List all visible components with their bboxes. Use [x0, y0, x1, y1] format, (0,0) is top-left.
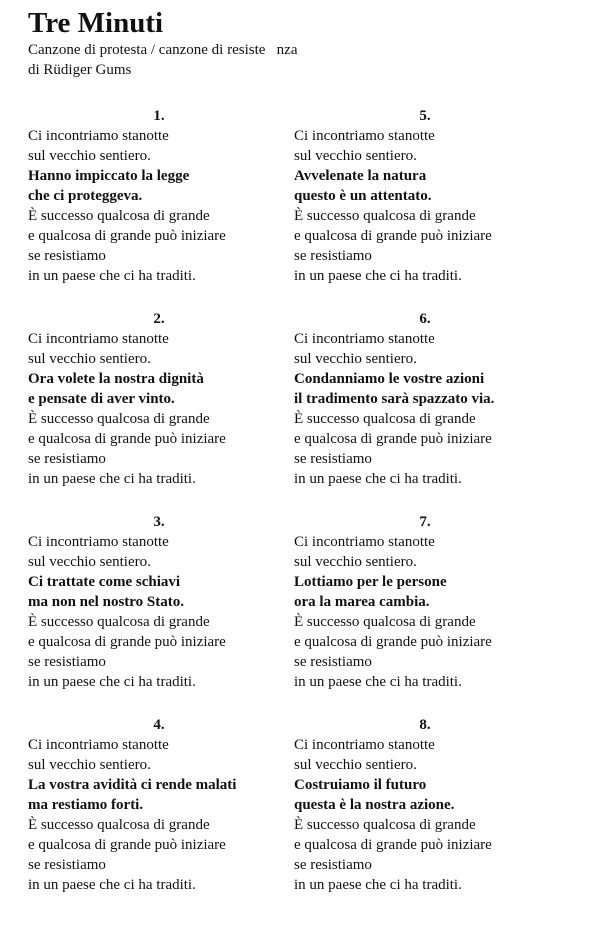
verse-line: Ci incontriamo stanotte [294, 331, 435, 347]
verse-line: Ci incontriamo stanotte [28, 331, 169, 347]
song-author: di Rüdiger Gums [28, 62, 132, 78]
stanza-column-left [28, 106, 298, 918]
stanza [294, 106, 564, 309]
chorus-line: È successo qualcosa di grande [294, 208, 476, 224]
verse-line: sul vecchio sentiero. [294, 148, 417, 164]
verse-line: Ci incontriamo stanotte [294, 128, 435, 144]
stanza [28, 512, 298, 715]
verse-line: Ci incontriamo stanotte [28, 534, 169, 550]
chorus-line: È successo qualcosa di grande [294, 614, 476, 630]
chorus-line: se resistiamo [28, 248, 106, 264]
chorus-line: se resistiamo [294, 857, 372, 873]
song-subtitle: Canzone di protesta / canzone di resiste nza [28, 42, 298, 58]
stanza-number: 4. [153, 717, 165, 733]
stanza-number: 3. [153, 514, 165, 530]
verse-line: sul vecchio sentiero. [28, 148, 151, 164]
verse-line-bold: questo è un attentato. [294, 188, 432, 204]
chorus-line: È successo qualcosa di grande [28, 208, 210, 224]
verse-line: Ci incontriamo stanotte [28, 128, 169, 144]
chorus-line: se resistiamo [28, 857, 106, 873]
stanza-number: 7. [419, 514, 431, 530]
chorus-line: in un paese che ci ha traditi. [28, 268, 196, 284]
verse-line: sul vecchio sentiero. [28, 757, 151, 773]
chorus-line: se resistiamo [294, 654, 372, 670]
chorus-line: e qualcosa di grande può iniziare [294, 634, 492, 650]
stanza-number: 1. [153, 108, 165, 124]
verse-line-bold: il tradimento sarà spazzato via. [294, 391, 495, 407]
chorus-line: se resistiamo [28, 654, 106, 670]
stanza-number: 6. [419, 311, 431, 327]
verse-line-bold: Ora volete la nostra dignità [28, 371, 204, 387]
chorus-line: e qualcosa di grande può iniziare [28, 634, 226, 650]
chorus-line: in un paese che ci ha traditi. [294, 674, 462, 690]
stanza-column-right [294, 106, 564, 918]
stanza [28, 106, 298, 309]
verse-line-bold: Ci trattate come schiavi [28, 574, 181, 590]
chorus-line: in un paese che ci ha traditi. [294, 471, 462, 487]
chorus-line: È successo qualcosa di grande [28, 411, 210, 427]
stanza-number: 5. [419, 108, 431, 124]
verse-line-bold: ora la marea cambia. [294, 594, 430, 610]
verse-line-bold: ma restiamo forti. [28, 797, 144, 813]
chorus-line: e qualcosa di grande può iniziare [28, 837, 226, 853]
chorus-line: È successo qualcosa di grande [294, 817, 476, 833]
chorus-line: in un paese che ci ha traditi. [28, 674, 196, 690]
chorus-line: e qualcosa di grande può iniziare [294, 431, 492, 447]
chorus-line: e qualcosa di grande può iniziare [294, 837, 492, 853]
verse-line: sul vecchio sentiero. [294, 757, 417, 773]
stanza [294, 715, 564, 918]
chorus-line: se resistiamo [294, 451, 372, 467]
chorus-line: e qualcosa di grande può iniziare [28, 431, 226, 447]
verse-line-bold: ma non nel nostro Stato. [28, 594, 184, 610]
stanza [294, 512, 564, 715]
verse-line-bold: Costruiamo il futuro [294, 777, 427, 793]
chorus-line: se resistiamo [294, 248, 372, 264]
verse-line-bold: La vostra avidità ci rende malati [28, 777, 237, 793]
verse-line-bold: Avvelenate la natura [294, 168, 427, 184]
verse-line-bold: questa è la nostra azione. [294, 797, 455, 813]
verse-line-bold: Hanno impiccato la legge [28, 168, 190, 184]
chorus-line: in un paese che ci ha traditi. [294, 268, 462, 284]
verse-line: Ci incontriamo stanotte [294, 737, 435, 753]
verse-line: sul vecchio sentiero. [28, 554, 151, 570]
song-title: Tre Minuti [28, 7, 164, 39]
chorus-line: È successo qualcosa di grande [294, 411, 476, 427]
stanza [28, 715, 298, 918]
verse-line: sul vecchio sentiero. [28, 351, 151, 367]
chorus-line: in un paese che ci ha traditi. [294, 877, 462, 893]
stanza [28, 309, 298, 512]
verse-line-bold: che ci proteggeva. [28, 188, 143, 204]
stanza-number: 8. [419, 717, 431, 733]
stanza-number: 2. [153, 311, 165, 327]
chorus-line: È successo qualcosa di grande [28, 614, 210, 630]
chorus-line: È successo qualcosa di grande [28, 817, 210, 833]
stanza [294, 309, 564, 512]
verse-line: Ci incontriamo stanotte [28, 737, 169, 753]
verse-line-bold: e pensate di aver vinto. [28, 391, 175, 407]
chorus-line: e qualcosa di grande può iniziare [294, 228, 492, 244]
chorus-line: se resistiamo [28, 451, 106, 467]
verse-line: sul vecchio sentiero. [294, 351, 417, 367]
verse-line-bold: Condanniamo le vostre azioni [294, 371, 485, 387]
chorus-line: in un paese che ci ha traditi. [28, 471, 196, 487]
verse-line: sul vecchio sentiero. [294, 554, 417, 570]
chorus-line: in un paese che ci ha traditi. [28, 877, 196, 893]
chorus-line: e qualcosa di grande può iniziare [28, 228, 226, 244]
verse-line-bold: Lottiamo per le persone [294, 574, 447, 590]
verse-line: Ci incontriamo stanotte [294, 534, 435, 550]
